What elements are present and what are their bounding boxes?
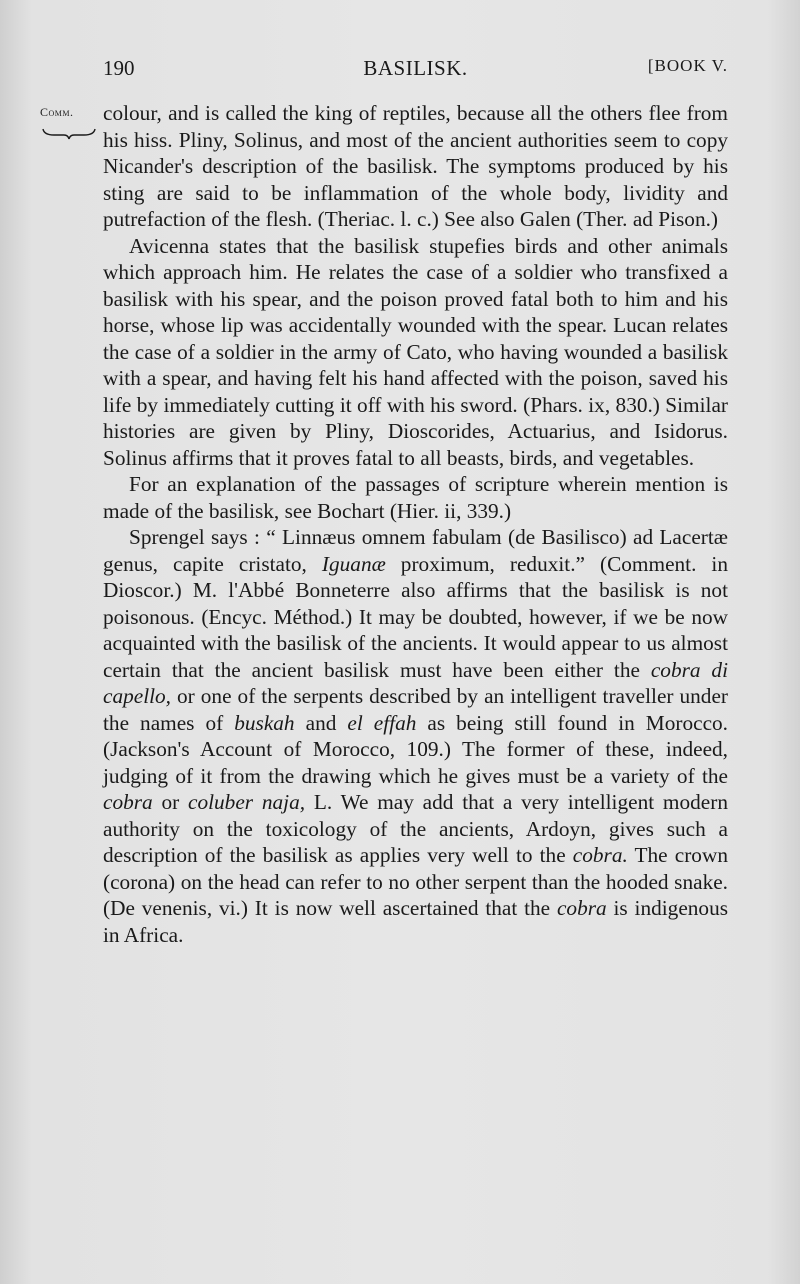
italic-term-cobra: cobra.: [572, 843, 628, 867]
margin-brace-icon: [42, 127, 96, 141]
paragraph-4-text: L. We may add that a very intelligent modern authority on the toxicology of the ancients, Ardoyn, gives such a description of the basilisk as applies very well to the: [103, 790, 728, 867]
running-head: [103, 56, 728, 86]
paragraph-4: [103, 524, 728, 948]
italic-term-cobra-di-capello: cobra di capello,: [103, 657, 729, 708]
page-number: 190: [103, 56, 135, 80]
italic-term-iguanae: Iguanæ: [321, 551, 386, 576]
paragraph-3: For an explanation of the passages of scripture wherein mention is made of the basilisk, see Bochart (Hier. ii, 339.): [103, 472, 728, 523]
paragraph-2: Avicenna states that the basilisk stupefies birds and other animals which approach him. He relates the case of a soldier who transfixed a basilisk with his spear, and the poison proved fatal both to him and his horse, whose lip was accidentally wounded with the spear. Lucan relates the case of a soldier in the army of Cato, who having wounded a basilisk with a spear, and having felt his hand affected with the poison, saved his life by immediately cutting it off with his sword. (Phars. ix, 830.) Similar histories are given by Pliny, Dioscorides, Actuarius, and Isidorus. Solinus affirms that it proves fatal to all beasts, birds, and vegetables.: [103, 233, 728, 470]
paragraph-4-text: and: [294, 710, 348, 735]
paragraph-4-text: Sprengel says : “ Linnæus omnem fabulam (de Basilisco) ad Lacertæ genus, capite cristato,: [103, 525, 728, 576]
paragraph-4-text: The crown (corona) on the head can refer to no other serpent than the hooded snake. (De venenis, vi.) It is now well ascertained that the: [103, 843, 728, 920]
paragraph-4-text: or: [152, 790, 189, 814]
paragraph-4-text: as being still found in Morocco. (Jackson's Account of Morocco, 109.) The former of these, indeed, judging of it from the drawing which he gives must be a variety of the: [103, 710, 729, 788]
book-section: [BOOK V.: [647, 56, 728, 75]
margin-note: Comm.: [40, 105, 74, 119]
paragraph-4-text: or one of the serpents described by an intelligent traveller under the names of: [103, 684, 728, 735]
paragraph-1: colour, and is called the king of reptiles, because all the others flee from his hiss. Pliny, Solinus, and most of the ancient authorities seem to copy Nicander's description of the basilisk. The symptoms produced by his sting are said to be inflammation of the whole body, lividity and putrefaction of the flesh. (Theriac. l. c.) See also Galen (Ther. ad Pison.): [103, 101, 728, 231]
italic-term-buskah: buskah: [234, 710, 295, 735]
body-text: [103, 100, 728, 948]
paragraph-4-text: is indigenous in Africa.: [103, 896, 729, 947]
paragraph-4-text: proximum, reduxit.” (Comment. in Dioscor.) M. l'Abbé Bonneterre also affirms that the basilisk is not poisonous. (Encyc. Méthod.) It may be doubted, however, if we be now acquainted with the basilisk of the ancients. It would appear to us almost certain that the ancient basilisk must have been either the: [103, 551, 728, 682]
italic-term-cobra: cobra: [556, 896, 607, 920]
italic-term-coluber-naja: coluber naja,: [188, 790, 306, 814]
page-title: BASILISK.: [363, 56, 468, 80]
italic-term-cobra: cobra: [103, 790, 153, 814]
italic-term-el-effah: el effah: [347, 710, 417, 735]
